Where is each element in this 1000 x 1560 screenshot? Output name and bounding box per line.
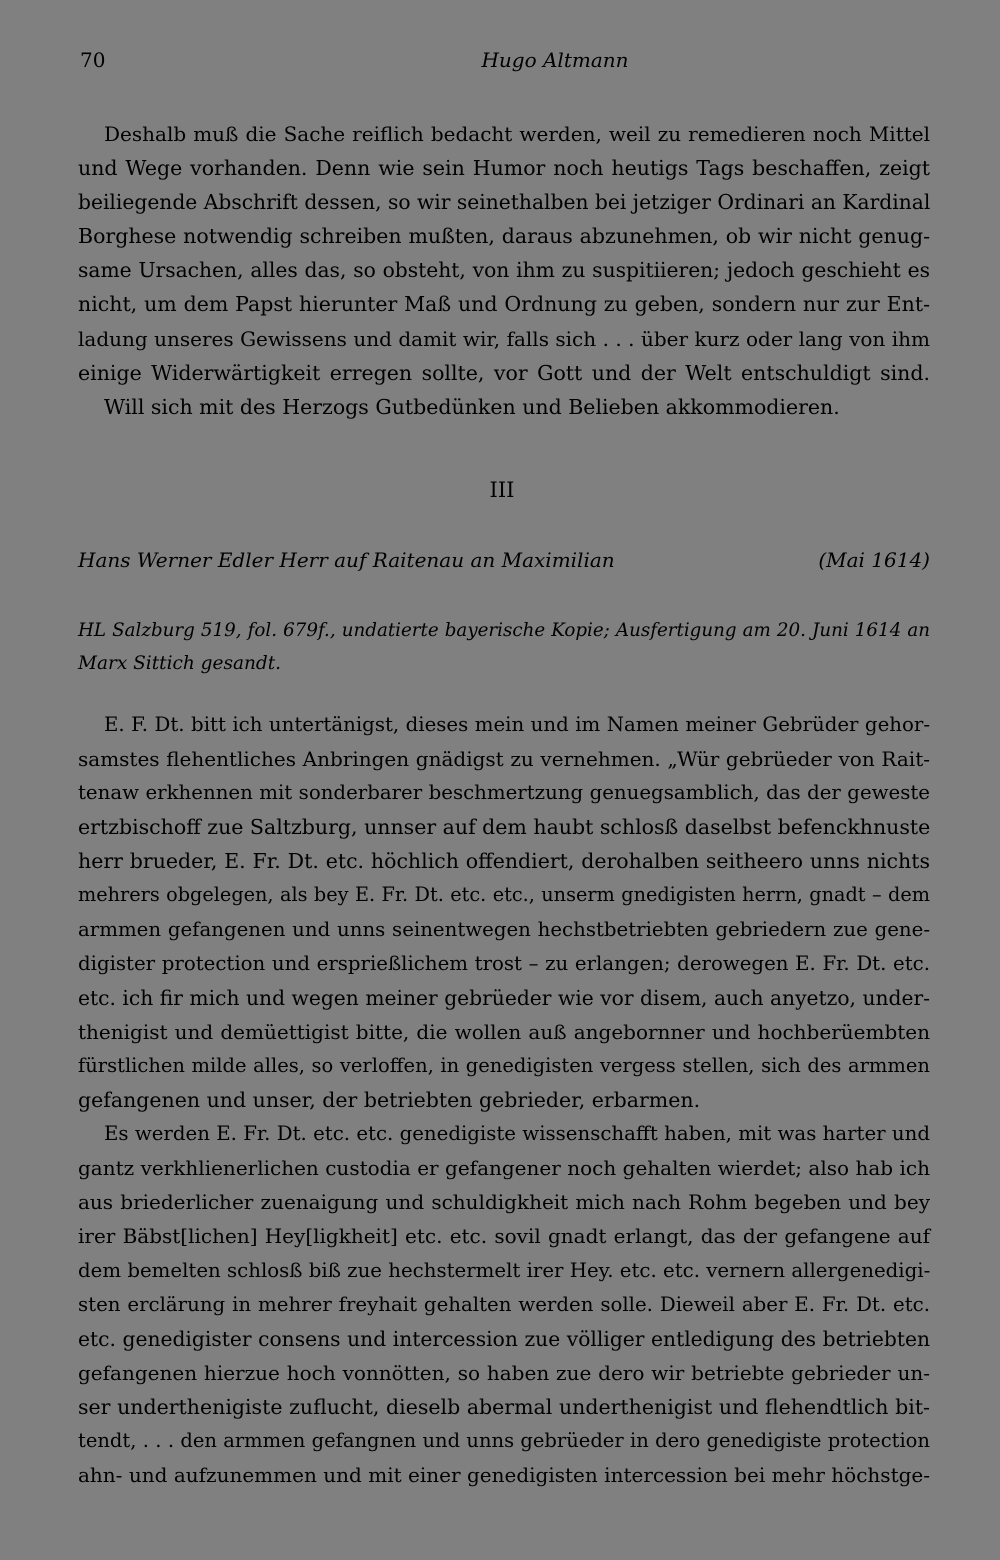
page-number: 70 bbox=[80, 48, 106, 72]
text-line: gefangenen und unser, der betriebten gebrieder, erbarmen. bbox=[78, 1088, 701, 1113]
text-line: etc. ich fir mich und wegen meiner gebrüeder wie vor disem, auch anyetzo, under- bbox=[78, 985, 930, 1010]
text-line: Es werden E. Fr. Dt. etc. etc. genedigiste wissenschafft haben, mit was harter und bbox=[104, 1122, 930, 1146]
text-line: ser underthenigiste zuflucht, dieselb abermal underthenigist und flehendtlich bit- bbox=[78, 1394, 930, 1419]
text-line: etc. genedigister consens und intercession zue völliger entledigung des betriebten bbox=[78, 1326, 930, 1351]
text-line: E. F. Dt. bitt ich untertänigst, dieses mein und im Namen meiner Gebrüder gehor- bbox=[104, 713, 930, 736]
text-line: beiliegende Abschrift dessen, so wir seinethalben bei jetziger Ordinari an Kardinal bbox=[78, 190, 931, 215]
text-line: gefangenen hierzue hoch vonnötten, so haben zue dero wir betriebte gebrieder un- bbox=[78, 1360, 930, 1385]
page-header bbox=[0, 48, 1000, 82]
text-line: mehrers obgelegen, als bey E. Fr. Dt. etc. etc., unserm gnedigisten herrn, gnadt – dem bbox=[78, 883, 930, 907]
source-note-line: Marx Sittich gesandt. bbox=[78, 653, 282, 674]
text-line: digister protection und ersprießlichem trost – zu erlangen; derowegen E. Fr. Dt. etc. bbox=[78, 951, 930, 975]
text-line: gantz verkhlienerlichen custodia er gefangener noch gehalten wierdet; also hab ich bbox=[78, 1156, 930, 1181]
text-line: aus briederlicher zuenaigung und schuldigkheit mich nach Rohm begeben und bey bbox=[78, 1190, 930, 1215]
text-line: ladung unseres Gewissens und damit wir, falls sich . . . über kurz oder lang von ihm bbox=[78, 326, 930, 351]
text-line: same Ursachen, alles das, so obsteht, von ihm zu suspitiieren; jedoch geschieht es bbox=[78, 258, 930, 283]
text-line: sten erclärung in mehrer freyhait gehalten werden solle. Dieweil aber E. Fr. Dt. etc. bbox=[78, 1292, 930, 1316]
text-line: tendt, . . . den armmen gefangnen und unns gebrüeder in dero genedigiste protection bbox=[78, 1428, 930, 1452]
source-note bbox=[78, 614, 930, 680]
text-line: armmen gefangenen und unns seinentwegen hechstbetriebten gebriedern zue gene- bbox=[78, 917, 930, 941]
text-line: samstes flehentliches Anbringen gnädigst zu vernehmen. „Wür gebrüeder von Rait- bbox=[78, 747, 930, 772]
text-line: irer Bäbst[lichen] Hey[ligkheit] etc. etc. sovil gnadt erlangt, das der gefangene auf bbox=[78, 1224, 930, 1249]
body-text-block bbox=[78, 708, 930, 1492]
text-line: und Wege vorhanden. Denn wie sein Humor noch heutigs Tags beschaffen, zeigt bbox=[78, 156, 930, 181]
text-line: herr brueder, E. Fr. Dt. etc. höchlich offendiert, derohalben seitheero unns nichts bbox=[78, 849, 930, 874]
section-number: III bbox=[489, 478, 515, 502]
text-line: thenigist und demüettigist bitte, die wollen auß angebornner und hochberüembten bbox=[78, 1019, 930, 1044]
document-title: Hans Werner Edler Herr auf Raitenau an Maximilian bbox=[78, 548, 615, 572]
document-date: (Mai 1614) bbox=[818, 548, 930, 572]
text-line: tenaw erkhennen mit sonderbarer beschmertzung genuegsamblich, das der geweste bbox=[78, 781, 930, 805]
top-text-block bbox=[78, 117, 930, 424]
text-line: Deshalb muß die Sache reiflich bedacht werden, weil zu remedieren noch Mittel bbox=[104, 122, 930, 146]
text-line: Borghese notwendig schreiben mußten, daraus abzunehmen, ob wir nicht genug- bbox=[78, 224, 930, 249]
document-heading bbox=[78, 548, 930, 572]
text-line: ahn- und aufzunemmen und mit einer genedigisten intercession bei mehr höchstge- bbox=[78, 1463, 930, 1488]
text-line: fürstlichen milde alles, so verloffen, in genedigisten vergess stellen, sich des armmen bbox=[78, 1053, 930, 1077]
running-head: Hugo Altmann bbox=[481, 48, 629, 72]
text-line: einige Widerwärtigkeit erregen sollte, vor Gott und der Welt entschuldigt sind. bbox=[78, 360, 930, 385]
text-line: dem bemelten schlosß biß zue hechstermelt irer Hey. etc. etc. vernern allergenedigi- bbox=[78, 1258, 931, 1282]
text-line: Will sich mit des Herzogs Gutbedünken und Belieben akkommodieren. bbox=[104, 394, 840, 419]
text-line: nicht, um dem Papst hierunter Maß und Ordnung zu geben, sondern nur zur Ent- bbox=[78, 292, 930, 317]
source-note-line: HL Salzburg 519, fol. 679f., undatierte bayerische Kopie; Ausfertigung am 20. Juni 1614 an bbox=[78, 620, 930, 641]
text-line: ertzbischoff zue Saltzburg, unnser auf dem haubt schlosß daselbst befenckhnuste bbox=[78, 815, 931, 840]
